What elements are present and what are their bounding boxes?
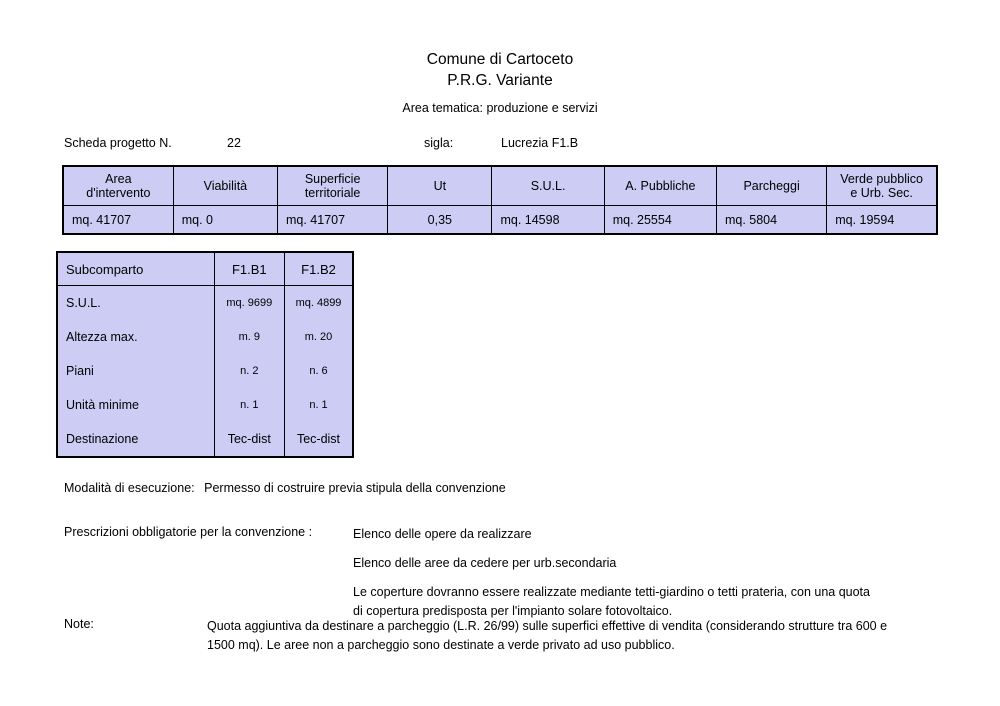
modalita-esecuzione-row [64,481,506,495]
row-label-piani: Piani [57,354,214,388]
row-value-f1b1-altezza: m. 9 [214,320,284,354]
header-cell-line1: Area [105,172,132,186]
row-label-unita-minime: Unità minime [57,388,214,422]
list-item: Elenco delle aree da cedere per urb.secondaria [353,556,617,570]
value-cell-superficie: mq. 41707 [277,206,387,235]
prescrizioni-label: Prescrizioni obbligatorie per la convenzione : [64,525,313,539]
header-cell-line1: Ut [433,179,447,193]
document-header [0,50,1000,119]
header-cell-line1: Parcheggi [743,179,800,193]
header-cell-line1: Verde pubblico [840,172,923,186]
header-cell-viabilita [173,166,277,206]
prescrizioni-list [353,525,933,621]
note-line-1: Quota aggiuntiva da destinare a parcheggio (L.R. 26/99) sulle superfici effettive di vendita (considerando strutture tra 600 e [207,619,888,633]
subcomparto-table [56,251,354,458]
table-row [57,286,353,321]
header-cell-area [63,166,173,206]
table-row [57,422,353,457]
list-item-line1: Le coperture dovranno essere realizzate mediante tetti-giardino o tetti prateria, con una quota [353,585,870,599]
scheda-number: 22 [227,136,241,150]
header-cell-line2: d'intervento [86,186,151,200]
header-cell-verde-pubblico [827,166,937,206]
header-cell-apubbliche [604,166,716,206]
header-cell-line1: Viabilità [203,179,248,193]
subcomparto-header-f1b1: F1.B1 [214,252,284,286]
value-cell-verde-pubblico: mq. 19594 [827,206,937,235]
row-value-f1b2-altezza: m. 20 [304,331,333,343]
header-cell-line1: Superficie [304,172,361,186]
note-line-2: 1500 mq). Le aree non a parcheggio sono destinate a verde privato ad uso pubblico. [207,638,675,652]
sigla-label: sigla: [424,136,454,150]
list-item: Elenco delle opere da realizzare [353,527,532,541]
value-cell-parcheggi: mq. 5804 [716,206,826,235]
value-cell-sul: mq. 14598 [492,206,604,235]
header-cell-parcheggi [716,166,826,206]
table-row [63,206,937,235]
subcomparto-header-label: Subcomparto [57,252,214,286]
row-value-f1b1-piani: n. 2 [214,354,284,388]
table-row [57,354,353,388]
header-subtitle: Area tematica: produzione e servizi [402,101,598,115]
value-cell-ut: 0,35 [388,206,492,235]
row-value-f1b2-unita: n. 1 [309,399,328,411]
scheda-label: Scheda progetto N. [64,136,172,150]
modalita-label: Modalità di esecuzione: [64,481,195,495]
value-cell-area: mq. 41707 [63,206,173,235]
row-value-f1b2-destinazione: Tec-dist [296,432,341,446]
header-cell-superficie [277,166,387,206]
table-row [57,320,353,354]
value-cell-viabilita: mq. 0 [173,206,277,235]
table-header-row [63,166,937,206]
note-label: Note: [64,617,94,631]
subcomparto-header-row [57,252,353,286]
note-text [207,617,937,655]
header-cell-sul [492,166,604,206]
row-value-f1b2-piani: n. 6 [309,365,328,377]
header-cell-line2: e Urb. Sec. [850,186,913,200]
list-item [353,583,933,621]
scheda-row [64,136,944,154]
header-cell-line1: A. Pubbliche [625,179,696,193]
main-parameters-table [62,165,938,235]
row-label-altezza-max: Altezza max. [57,320,214,354]
row-value-f1b1-sul: mq. 9699 [214,286,284,321]
table-row [57,388,353,422]
header-cell-ut [388,166,492,206]
sigla-value: Lucrezia F1.B [501,136,579,150]
modalita-value: Permesso di costruire previa stipula della convenzione [204,481,506,495]
list-item-line2: di copertura predisposta per l'impianto solare fotovoltaico. [353,604,673,618]
row-value-f1b1-destinazione: Tec-dist [214,422,284,457]
value-cell-apubbliche: mq. 25554 [604,206,716,235]
header-line-1: Comune di Cartoceto [426,51,574,68]
header-cell-line2: territoriale [304,186,361,200]
row-value-f1b1-unita: n. 1 [214,388,284,422]
row-label-sul: S.U.L. [57,286,214,321]
subcomparto-header-f1b2: F1.B2 [285,252,353,286]
header-cell-line1: S.U.L. [530,179,566,193]
row-label-destinazione: Destinazione [57,422,214,457]
row-value-f1b2-sul: mq. 4899 [295,297,342,309]
header-line-2: P.R.G. Variante [447,72,553,89]
